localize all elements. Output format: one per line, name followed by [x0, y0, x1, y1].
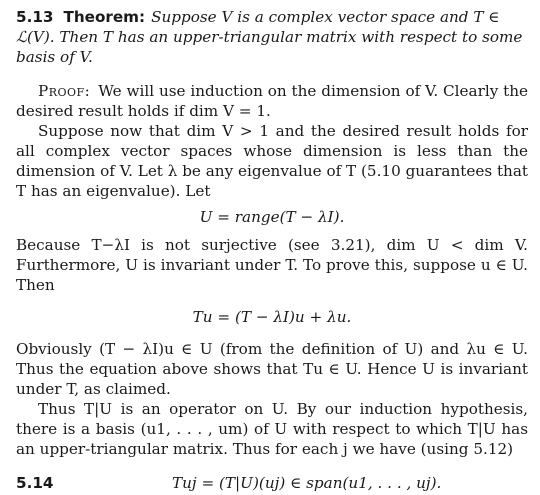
proof-p1-text: We will use induction on the dimension of V. Clearly the desired result holds if dim V = 1.: [16, 82, 528, 120]
equation-expression: Tuj = (T|U)(uj) ∈ span(u1, . . . , uj).: [172, 474, 442, 492]
proof-paragraph-2: Suppose now that dim V > 1 and the desired result holds for all complex vector spaces whose dimension is less than the dimension of V. Let λ be any eigenvalue of T (5.10 guarantees that T has an eigenvalue). Let: [16, 122, 528, 200]
theorem-statement: Suppose V is a complex vector space and T ∈ ℒ(V). Then T has an upper-triangular matrix with respect to some basis of V.: [16, 8, 523, 66]
theorem-5-13: [16, 7, 528, 67]
equation-5-14: [16, 471, 528, 495]
proof-label: Proof:: [38, 82, 91, 100]
textbook-page: [16, 7, 528, 495]
equation-u-range: U = range(T − λI).: [199, 208, 345, 226]
theorem-label: Theorem:: [63, 8, 146, 26]
equation-tu: Tu = (T − λI)u + λu.: [192, 308, 352, 326]
proof-paragraph-5: Thus T|U is an operator on U. By our induction hypothesis, there is a basis (u1, . . . , um) of U with respect to which T|U has an upper-triangular matrix. Thus for each j we have (using 5.12): [16, 400, 528, 458]
proof-paragraph-1: [16, 81, 528, 121]
equation-number: 5.14: [16, 474, 54, 492]
theorem-number: 5.13: [16, 8, 54, 26]
proof-paragraph-3: Because T−λI is not surjective (see 3.21), dim U < dim V. Furthermore, U is invariant under T. To prove this, suppose u ∈ U. Then: [16, 236, 528, 294]
proof-paragraph-4: Obviously (T − λI)u ∈ U (from the definition of U) and λu ∈ U. Thus the equation above shows that Tu ∈ U. Hence U is invariant under T, as claimed.: [16, 340, 528, 398]
